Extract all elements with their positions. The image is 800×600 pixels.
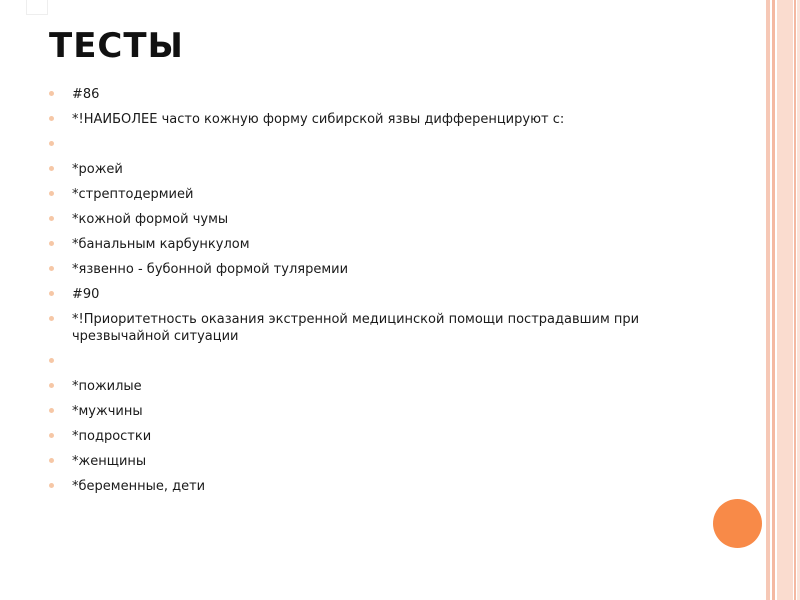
decorative-stripe: [777, 0, 793, 600]
list-item: [49, 286, 749, 303]
bullet-icon: [49, 458, 54, 463]
list-item: [49, 236, 749, 253]
bullet-list: [49, 86, 749, 503]
bullet-icon: [49, 408, 54, 413]
list-item: [49, 136, 749, 153]
list-item: [49, 86, 749, 103]
list-item-text: *пожилые: [72, 379, 142, 394]
list-item: [49, 353, 749, 370]
list-item: [49, 453, 749, 470]
list-item: [49, 403, 749, 420]
bullet-icon: [49, 166, 54, 171]
slide-title: ТЕСТЫ: [49, 26, 184, 66]
list-item-text: *кожной формой чумы: [72, 212, 229, 227]
bullet-icon: [49, 191, 54, 196]
list-item-text: *!Приоритетность оказания экстренной медицинской помощи пострадавшим при чрезвычайной ситуации: [72, 312, 640, 344]
list-item: [49, 261, 749, 278]
list-item-text: *женщины: [72, 454, 147, 469]
bullet-icon: [49, 91, 54, 96]
list-item-text: #86: [72, 87, 100, 102]
decorative-stripe: [772, 0, 775, 600]
list-item-text: *рожей: [72, 162, 123, 177]
bullet-icon: [49, 266, 54, 271]
bullet-icon: [49, 433, 54, 438]
list-item: [49, 478, 749, 495]
bullet-icon: [49, 241, 54, 246]
list-item-text: *подростки: [72, 429, 152, 444]
bullet-icon: [49, 383, 54, 388]
decorative-stripe: [794, 0, 796, 600]
list-item: [49, 428, 749, 445]
list-item: [49, 211, 749, 228]
corner-mark: [26, 0, 48, 15]
bullet-icon: [49, 291, 54, 296]
list-item: [49, 378, 749, 395]
bullet-icon: [49, 141, 54, 146]
list-item-text: #90: [72, 287, 100, 302]
bullet-icon: [49, 483, 54, 488]
list-item: [49, 311, 672, 345]
bullet-icon: [49, 358, 54, 363]
list-item-text: *мужчины: [72, 404, 143, 419]
list-item: [49, 111, 749, 128]
decorative-stripe: [766, 0, 770, 600]
list-item-text: *беременные, дети: [72, 479, 206, 494]
bullet-icon: [49, 316, 54, 321]
decorative-circle: [713, 499, 762, 548]
list-item-text: *!НАИБОЛЕЕ часто кожную форму сибирской язвы дифференцируют с:: [72, 112, 565, 127]
list-item-text: *язвенно - бубонной формой туляремии: [72, 262, 349, 277]
list-item-text: *банальным карбункулом: [72, 237, 250, 252]
bullet-icon: [49, 116, 54, 121]
list-item: [49, 161, 749, 178]
list-item-text: *стрептодермией: [72, 187, 194, 202]
list-item: [49, 186, 749, 203]
bullet-icon: [49, 216, 54, 221]
